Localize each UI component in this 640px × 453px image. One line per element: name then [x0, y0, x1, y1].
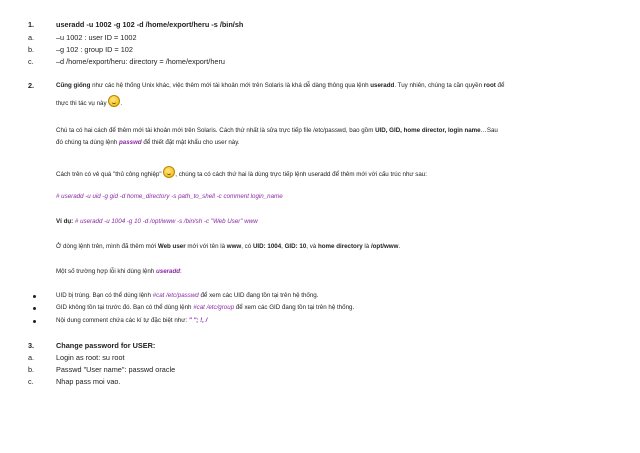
section-1-number: 1. [28, 20, 35, 29]
bullet-command: " "; !, / [188, 317, 208, 324]
useradd-syntax: # useradd -u uid -g gid -d home_directory -s path_to_shell -c comment login_name [56, 193, 283, 200]
para4-home-directory: home directory [317, 243, 363, 250]
para4-web-user: Web user [157, 243, 186, 250]
bullet-text: GID không tồn tại trước đó. Bạn có thể dùng lệnh [56, 304, 194, 311]
list-letter: b. [28, 365, 35, 374]
para4-text: Ở dòng lệnh trên, mình đã thêm mới [56, 243, 158, 250]
section-2-number: 2. [28, 81, 35, 90]
para4-text: là [362, 243, 371, 250]
example-line [56, 218, 258, 225]
bullet-text: Nội dung comment chứa các kí tự đặc biệt như: [56, 317, 189, 324]
section-3-number: 3. [28, 341, 35, 350]
grin-icon [163, 166, 175, 178]
paragraph-5 [56, 268, 182, 275]
para3-text: Cách trên có vẻ quá "thủ công nghiệp" [56, 171, 162, 178]
para4-text: , có [241, 243, 253, 250]
para2-tail: để thiết đặt mật khẩu cho user này. [141, 139, 240, 146]
bullet-icon [33, 320, 36, 323]
paragraph-3 [56, 166, 427, 178]
bullet-icon [33, 307, 36, 310]
section-2-intro-line2 [56, 95, 122, 107]
para4-text: mới với tên là [185, 243, 227, 250]
intro-line2-end: . [120, 100, 123, 107]
para4-text: , [281, 243, 285, 250]
para4-www: www [226, 243, 242, 250]
bullet-item [56, 317, 207, 324]
intro-end: để [495, 82, 505, 89]
para2-command: passwd [118, 139, 142, 146]
para4-gid: GID: 10 [284, 243, 307, 250]
bullet-command: #cat /etc/group [193, 304, 235, 311]
smiley-icon [108, 95, 123, 107]
para3-tail: , chúng ta có cách thứ hai là dùng trực tiếp lệnh useradd để thêm mới với cấu trúc như sau: [175, 171, 427, 178]
paragraph-2 [56, 139, 240, 146]
para4-uid: UID: 1004 [252, 243, 282, 250]
para4-path: /opt/www [370, 243, 399, 250]
list-item: –u 1002 : user ID = 1002 [56, 33, 137, 42]
list-item: Login as root: su root [56, 353, 125, 362]
intro-command: useradd [370, 82, 395, 89]
list-item: –g 102 : group ID = 102 [56, 45, 133, 54]
para1-tail: …Sau [480, 127, 498, 134]
list-letter: c. [28, 377, 34, 386]
para5-command: useradd [155, 268, 181, 275]
bullet-text: UID bị trùng. Bạn có thể dùng lệnh [56, 292, 153, 299]
list-letter: b. [28, 45, 35, 54]
section-1-title: useradd -u 1002 -g 102 -d /home/export/heru -s /bin/sh [56, 20, 244, 29]
section-3-title: Change password for USER: [56, 341, 156, 350]
para4-text: , và [306, 243, 318, 250]
para2-text: đó chúng ta dùng lệnh [56, 139, 119, 146]
list-letter: a. [28, 33, 35, 42]
example-label: Ví dụ: [56, 218, 74, 225]
bullet-tail: để xem các UID đang tồn tại trên hệ thống. [198, 292, 319, 299]
intro-tail: . Tuy nhiên, chúng ta cần quyền [394, 82, 484, 89]
intro-line2-text: thực thi tác vụ này [56, 100, 107, 107]
bullet-item [56, 304, 354, 311]
list-item: Nhap pass moi vao. [56, 377, 121, 386]
intro-bold: Cũng giống [56, 82, 91, 89]
intro-root: root [483, 82, 496, 89]
list-item: Passwd "User name": passwd oracle [56, 365, 176, 374]
bullet-command: #cat /etc/passwd [152, 292, 199, 299]
para5-tail: : [180, 268, 182, 275]
paragraph-4 [56, 243, 400, 250]
para1-text: Chú ta có hai cách để thêm mới tài khoản mới trên Solaris. Cách thứ nhất là sửa trực tiếp file /etc/passwd, bao gồm [56, 127, 376, 134]
list-letter: c. [28, 57, 34, 66]
section-2-intro [56, 82, 504, 89]
para5-text: Một số trường hợp lỗi khi dùng lệnh [56, 268, 156, 275]
bullet-tail: để xem các GID đang tồn tại trên hệ thống. [234, 304, 355, 311]
para4-text: . [398, 243, 401, 250]
list-item: –d /home/export/heru: directory = /home/export/heru [56, 57, 225, 66]
list-letter: a. [28, 353, 35, 362]
bullet-item [56, 292, 318, 299]
example-command: # useradd -u 1004 -g 10 -d /opt/www -s /bin/sh -c "Web User" www [73, 218, 258, 225]
paragraph-1 [56, 127, 498, 134]
intro-text: như các hệ thống Unix khác, việc thêm mới tài khoản mới trên Solaris là khá dễ dàng thông qua lệnh [90, 82, 371, 89]
bullet-icon [33, 295, 36, 298]
para1-bold: UID, GID, home director, login name [375, 127, 481, 134]
